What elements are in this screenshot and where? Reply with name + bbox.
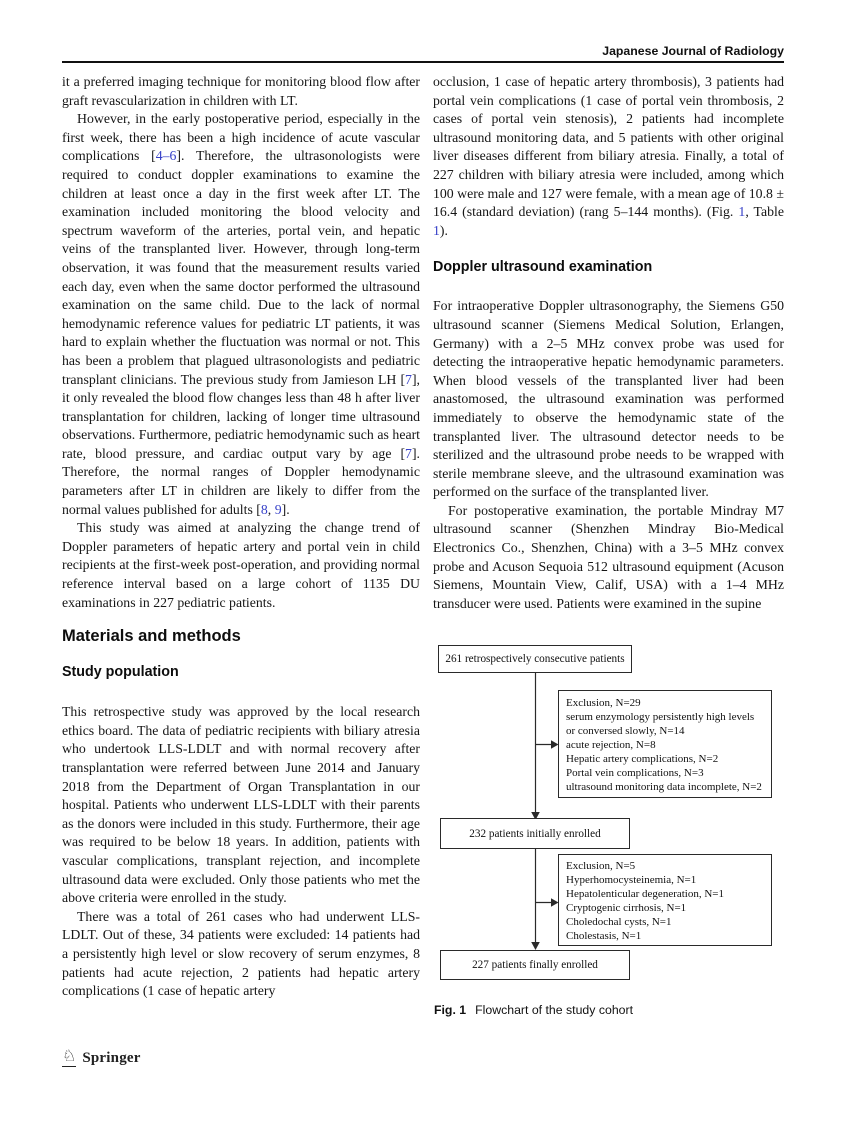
text-segment: , Table: [745, 204, 784, 220]
text-segment: ], it only revealed the blood flow changes less than 48 h after liver transplantation for children, lacking of longer time ultrasound observations. Furthermore, pediatric hemodynamic such as heart rate, blood pressure, and cardiac output vary by age [: [62, 371, 420, 461]
arrowhead-down-2: [531, 942, 540, 950]
publisher-name: Springer: [82, 1049, 141, 1066]
journal-title: Japanese Journal of Radiology: [602, 44, 784, 58]
flow-exclusion-line: Portal vein complications, N=3: [566, 767, 704, 779]
figure-caption: [434, 1003, 782, 1018]
text-segment: ).: [439, 222, 448, 238]
right-column: [433, 73, 784, 613]
text-segment: ].: [281, 501, 290, 517]
left-column: [62, 73, 420, 1001]
text-segment: There was a total of 261 cases who had underwent LLS-LDLT. Out of these, 34 patients were excluded: 14 patients had a persistently high level or slow recovery of serum enzymes, 8 patients had acute rejection, 2 patients had hepatic artery complications (1 case of hepatic artery: [62, 908, 420, 999]
paragraph-study-population-1: [62, 703, 420, 908]
springer-horse-logo-icon: ♘: [62, 1048, 77, 1065]
text-segment: For postoperative examination, the portable Mindray M7 ultrasound scanner (Shenzhen Mindray Bio-Medical Electronics Co., Shenzhen, China) with a 3–5 MHz convex probe and Acuson Sequoia 512 ultrasound equipment (Acuson Siemens, Mountain View, Calif, USA) with a 1–4 MHz transducer were used. Patients were examined in the supine: [433, 502, 784, 611]
text-segment: This retrospective study was approved by the local research ethics board. The data of pediatric recipients with biliary atresia who undertook LLS-LDLT and with normal recovery after transplantation were referred between June 2014 and January 2018 from the Department of Organ Transplantation in our hospital. Patients who underwent LLS-LDLT with their parents as the donors were included in this study. Furthermore, their age was required to be below 18 years. In addition, patients with vascular complications, transplant rejection, and incomplete ultrasound data were excluded. Only those patients who met the above criteria were enrolled in the study.: [62, 704, 420, 906]
flow-exclusion-line: Choledochal cysts, N=1: [566, 916, 672, 928]
flow-exclusion-line: Cholestasis, N=1: [566, 930, 642, 942]
flow-exclusion-line: serum enzymology persistently high levels: [566, 711, 755, 723]
flow-exclusion-line: Hepatic artery complications, N=2: [566, 753, 719, 765]
text-segment: For intraoperative Doppler ultrasonography, the Siemens G50 ultrasound scanner (Siemens Medical Solution, Erlangen, Germany) with a 2–5 MHz convex probe was used for detecting the intraoperative hepatic hemodynamic parameters. When blood vessels of the transplanted liver had been anastomosed, the ultrasound examination was performed immediately to observe the hemodynamic state of the transplanted liver. The ultrasound detector needs to be sterilized and the ultrasound probe needs to be wrapped with sterile membrane sleeve, and the ultrasound examination was performed on the surface of the transplanted liver.: [433, 298, 784, 500]
paragraph-study-population-2: [62, 908, 420, 1001]
figure-1-flowchart: [432, 645, 784, 1035]
paragraph-continuation: [433, 73, 784, 240]
paragraph-intraoperative: [433, 297, 784, 502]
section-heading-materials-and-methods: Materials and methods: [62, 627, 241, 646]
text-segment: However, in the early postoperative period, especially in the first week, there has been a high incidence of acute vascular complications [: [62, 111, 420, 164]
text-segment: This study was aimed at analyzing the change trend of Doppler parameters of hepatic artery and portal vein in child recipients at the first-week post-operation, and providing normal reference interval based on a large cohort of 1135 DU examinations in 227 pediatric patients.: [62, 520, 420, 610]
publisher-footer: [62, 1046, 141, 1070]
citation-link[interactable]: 7: [405, 445, 412, 461]
subsection-heading-doppler-ultrasound: Doppler ultrasound examination: [433, 259, 653, 276]
flow-box-finally-enrolled: 227 patients finally enrolled: [440, 950, 630, 980]
citation-link[interactable]: 1: [738, 204, 746, 220]
paragraph-intro: [62, 73, 420, 110]
paragraph-however: [62, 110, 420, 519]
text-segment: occlusion, 1 case of hepatic artery thrombosis), 3 patients had portal vein complications (1 case of portal vein thrombosis, 2 cases of portal vein stenosis), 2 patients had incomplete ultrasound monitoring data, and 5 patients with other original liver diseases different from biliary atresia. Finally, a total of 227 children with biliary atresia were included, among which 100 were male and 127 were female, with a mean age of 10.8 ± 16.4 (standard deviation) (rang 5–144 months). (Fig.: [433, 74, 784, 220]
flow-exclusion-line: ultrasound monitoring data incomplete, N=2: [566, 781, 762, 793]
citation-link[interactable]: 7: [405, 371, 412, 387]
paragraph-aim: [62, 519, 420, 612]
text-segment: ,: [267, 501, 275, 517]
flow-box-exclusion-2: [558, 854, 772, 946]
citation-link[interactable]: 8: [260, 501, 268, 517]
flow-exclusion-line: Hyperhomocysteinemia, N=1: [566, 874, 697, 886]
flow-box-exclusion-1: [558, 690, 772, 798]
text-segment: ]. Therefore, the ultrasonologists were required to conduct doppler examinations to examine the children at least once a day in the first week after LT. The examination included monitoring the blood velocity and spectrum waveform of the arteries, portal vein, and hepatic veins of the transplanted liver. However, through long-term observation, it was found that the measurement results varied each day, even when the same doctor performed the ultrasound examination on the same child. Due to the lack of normal hemodynamic reference values for pediatric LT patients, it was hard to explain whether the fluctuation was normal or not. This has been a problem that plagued ultrasonologists and pediatric transplant clinicians. The previous study from Jamieson LH [: [62, 148, 420, 387]
flow-exclusion-line: acute rejection, N=8: [566, 739, 656, 751]
flow-exclusion-line: Hepatolenticular degeneration, N=1: [566, 888, 725, 900]
citation-link[interactable]: 9: [274, 501, 282, 517]
citation-link[interactable]: 4–6: [155, 148, 177, 164]
figure-caption-label: Fig. 1: [434, 1003, 467, 1017]
flow-exclusion-line: Cryptogenic cirrhosis, N=1: [566, 902, 687, 914]
citation-link[interactable]: 1: [433, 222, 440, 238]
flow-exclusion-line: Exclusion, N=5: [566, 860, 636, 872]
header-rule: [62, 61, 784, 63]
flow-exclusion-line: Exclusion, N=29: [566, 697, 641, 709]
flow-box-total-patients: 261 retrospectively consecutive patients: [438, 645, 632, 673]
flow-exclusion-line: or conversed slowly, N=14: [566, 725, 685, 737]
text-segment: ]. Therefore, the normal ranges of Doppler hemodynamic parameters after LT in children are likely to differ from the normal values published for adults [: [62, 445, 420, 517]
subsection-heading-study-population: Study population: [62, 664, 179, 681]
text-segment: it a preferred imaging technique for monitoring blood flow after graft revascularization in children with LT.: [62, 74, 420, 108]
figure-caption-text: Flowchart of the study cohort: [475, 1003, 634, 1017]
flow-box-initially-enrolled: 232 patients initially enrolled: [440, 818, 630, 849]
paragraph-postoperative: [433, 502, 784, 614]
